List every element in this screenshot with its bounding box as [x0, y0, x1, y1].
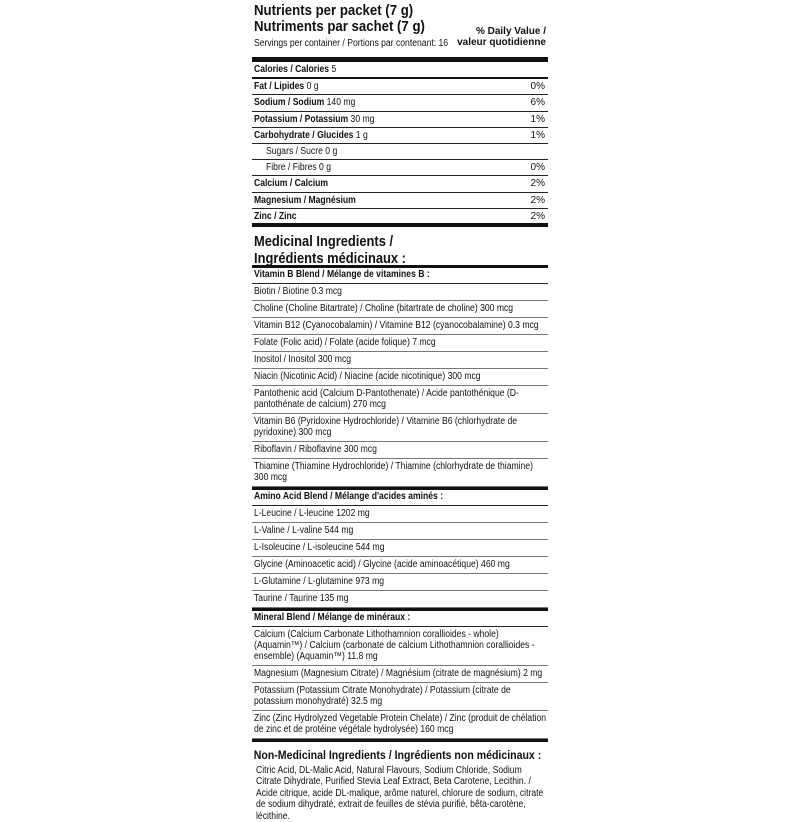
nutrient-daily-value: 0% [530, 162, 545, 174]
calories-row [252, 62, 548, 79]
calories-value: 5 [331, 64, 337, 75]
nutrient-label: Sodium / Sodium [254, 97, 325, 109]
daily-value-line2: valeur quotidienne [457, 37, 546, 48]
amino-list [252, 506, 548, 608]
ingredient-item [252, 335, 548, 352]
nutrient-daily-value: 1% [530, 113, 545, 125]
ingredient-text: Inositol / Inositol 300 mcg [254, 353, 352, 365]
ingredient-text: L-Valine / L-valine 544 mg [254, 524, 354, 536]
ingredient-text: Niacin (Nicotinic Acid) / Niacine (acide nicotinique) 300 mcg [254, 370, 481, 382]
servings-text: Servings per container / Portions par contenant: 16 [254, 38, 449, 49]
nutrient-amount: 140 mg [326, 97, 356, 109]
ingredient-text: Magnesium (Magnesium Citrate) / Magnésium (citrate de magnésium) 2 mg [254, 667, 543, 679]
mineral-list [252, 627, 548, 739]
title-en: Nutrients per packet (7 g) [254, 2, 414, 19]
nutrient-list [252, 79, 548, 227]
ingredient-item [252, 352, 548, 369]
nutrient-label: Fat / Lipides [254, 81, 305, 93]
ingredient-item [252, 627, 548, 666]
ingredient-item [252, 711, 548, 739]
ingredient-text: Vitamin B6 (Pyridoxine Hydrochloride) / Vitamine B6 (chlorhydrate de pyridoxine) 300 mcg [254, 415, 518, 438]
ingredient-item [252, 459, 548, 487]
nutrient-amount: 0 g [325, 145, 338, 157]
ingredient-item [252, 442, 548, 459]
ingredient-text: Folate (Folic acid) / Folate (acide folique) 7 mcg [254, 336, 436, 348]
nutrient-row [252, 209, 548, 227]
ingredient-item [252, 414, 548, 442]
non-medicinal-heading: Non-Medicinal Ingredients / Ingrédients non médicinaux : [253, 747, 542, 762]
nutrient-daily-value: 2% [530, 194, 545, 206]
medicinal-heading [252, 227, 548, 268]
nutrient-row [252, 144, 548, 160]
ingredient-text: L-Leucine / L-leucine 1202 mg [254, 507, 370, 519]
amino-heading: Amino Acid Blend / Mélange d'acides aminés : [254, 490, 444, 502]
medicinal-title-fr: Ingrédients médicinaux : [254, 249, 406, 267]
nutrient-row [252, 176, 548, 192]
ingredient-text: Glycine (Aminoacetic acid) / Glycine (acide aminoacétique) 460 mg [254, 558, 510, 570]
vitamin-b-blend [252, 268, 548, 490]
ingredient-text: Calcium (Calcium Carbonate Lithothamnion corallioides - whole) (Aquamin™) / Calcium (carbonate de calcium Lithothamnion corallioides - ensemble) (Aquamin™) 11.8 mg [254, 628, 535, 662]
amino-acid-blend [252, 490, 548, 611]
nutrient-label: Calcium / Calcium [254, 178, 329, 190]
ingredient-text: L-Isoleucine / L-isoleucine 544 mg [254, 541, 385, 553]
nutrient-daily-value: 6% [530, 97, 545, 109]
daily-value-header [457, 26, 546, 48]
ingredient-item [252, 523, 548, 540]
nutrient-daily-value: 1% [530, 129, 545, 141]
ingredient-text: Pantothenic acid (Calcium D-Pantothenate) / Acide pantothénique (D-pantothénate de calcium) 270 mcg [254, 387, 519, 410]
nutrient-row [252, 79, 548, 95]
nutrient-amount: 30 mg [350, 113, 375, 125]
ingredient-text: Vitamin B12 (Cyanocobalamin) / Vitamine B12 (cyanocobalamine) 0.3 mcg [254, 319, 539, 331]
ingredient-item [252, 666, 548, 683]
title-fr: Nutriments par sachet (7 g) [254, 18, 425, 35]
ingredient-text: Potassium (Potassium Citrate Monohydrate) / Potassium (citrate de potassium monohydraté) 32.5 mg [254, 684, 511, 707]
vitamin-b-list [252, 284, 548, 487]
medicinal-title-en: Medicinal Ingredients / [254, 232, 394, 250]
mineral-blend [252, 611, 548, 742]
non-medicinal-section [252, 742, 548, 822]
nutrient-label: Carbohydrate / Glucides [254, 129, 354, 141]
ingredient-item [252, 506, 548, 523]
daily-value-line1: % Daily Value / [475, 26, 546, 37]
ingredient-text: Taurine / Taurine 135 mg [254, 592, 349, 604]
nutrient-daily-value: 2% [530, 210, 545, 222]
ingredient-item [252, 284, 548, 301]
ingredient-item [252, 540, 548, 557]
nutrient-row [252, 160, 548, 176]
nutrient-amount: 0 g [319, 162, 332, 174]
nutrient-row [252, 112, 548, 128]
mineral-heading: Mineral Blend / Mélange de minéraux : [254, 611, 411, 623]
ingredient-text: Biotin / Biotine 0.3 mcg [254, 285, 342, 297]
ingredient-text: L-Glutamine / L-glutamine 973 mg [254, 575, 385, 587]
ingredient-text: Zinc (Zinc Hydrolyzed Vegetable Protein Chelate) / Zinc (produit de chélation de zinc et de protéine végétale hydrolysée) 160 mcg [254, 712, 547, 735]
nutrient-daily-value: 0% [530, 81, 545, 93]
nutrient-amount: 1 g [355, 129, 368, 141]
nutrient-amount: 0 g [306, 81, 319, 93]
nutrition-facts-panel [252, 2, 548, 822]
nutrition-header [252, 2, 548, 62]
ingredient-text: Riboflavin / Riboflavine 300 mcg [254, 443, 377, 455]
calories-label: Calories / Calories [254, 64, 330, 75]
ingredient-item [252, 318, 548, 335]
ingredient-text: Choline (Choline Bitartrate) / Choline (bitartrate de choline) 300 mcg [254, 302, 514, 314]
non-medicinal-body: Citric Acid, DL-Malic Acid, Natural Flavours, Sodium Chloride, Sodium Citrate Dihydrate, Purified Stevia Leaf Extract, Beta Carotene, Lecithin. / Acide citrique, acide DL-malique, arôme naturel, chlorure de sodium, citrate de sodium dihydraté, extrait de feuilles de stévia purifié, bêta-carotène, lécithine. [256, 764, 544, 822]
ingredient-item [252, 574, 548, 591]
ingredient-item [252, 369, 548, 386]
ingredient-text: Thiamine (Thiamine Hydrochloride) / Thiamine (chlorhydrate de thiamine) 300 mcg [254, 460, 533, 483]
nutrient-label: Sugars / Sucre [266, 145, 323, 157]
nutrient-label: Potassium / Potassium [254, 113, 349, 125]
nutrient-row [252, 95, 548, 111]
nutrient-label: Magnesium / Magnésium [254, 194, 356, 206]
vitamin-b-heading: Vitamin B Blend / Mélange de vitamines B : [254, 268, 430, 280]
nutrient-row [252, 193, 548, 209]
ingredient-item [252, 557, 548, 574]
ingredient-item [252, 301, 548, 318]
ingredient-item [252, 591, 548, 608]
nutrient-daily-value: 2% [530, 178, 545, 190]
nutrient-label: Zinc / Zinc [254, 210, 297, 222]
ingredient-item [252, 683, 548, 711]
nutrient-row [252, 128, 548, 144]
nutrient-label: Fibre / Fibres [266, 162, 317, 174]
ingredient-item [252, 386, 548, 414]
